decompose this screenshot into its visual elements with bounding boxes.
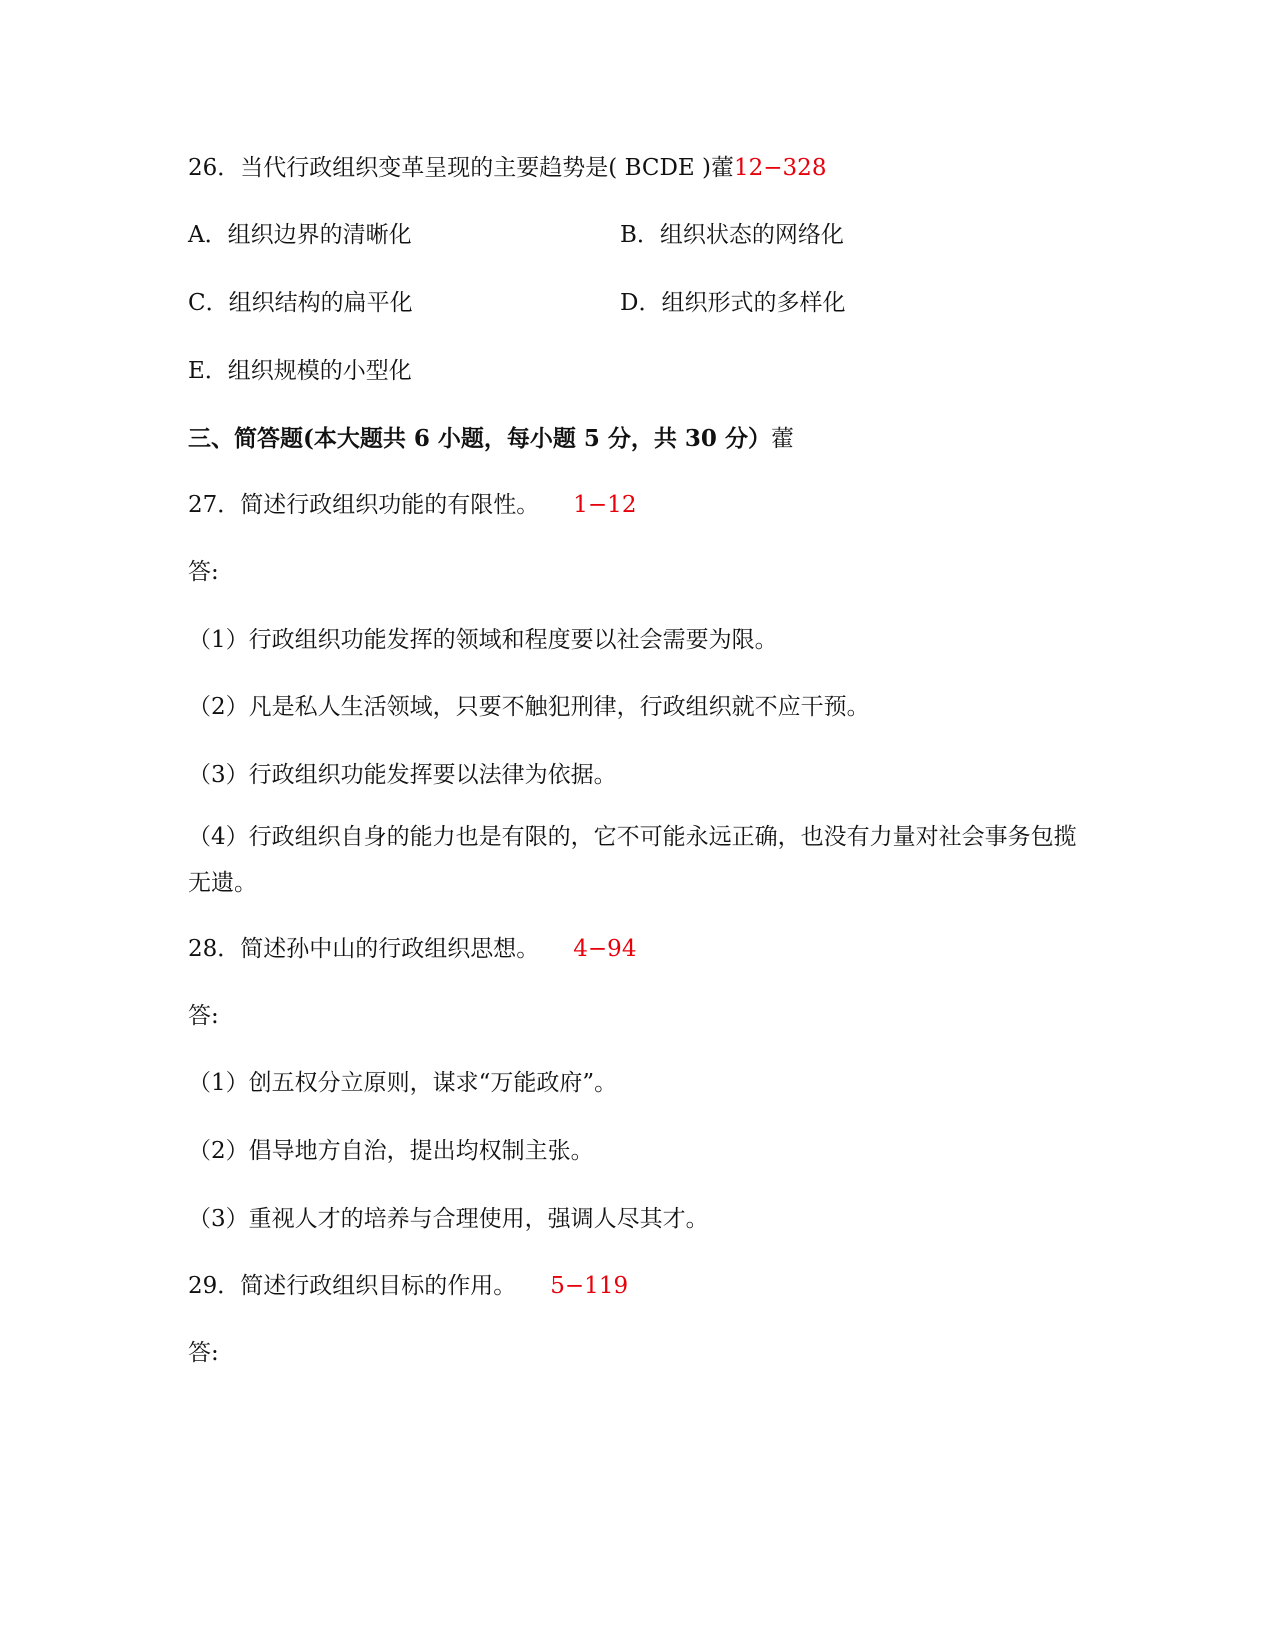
q27-answer-label: 答: (188, 559, 219, 585)
section-title: 三、简答题(本大题共 6 小题，每小题 5 分，共 30 分） (188, 425, 771, 452)
q28-point-1: （1）创五权分立原则，谋求“万能政府”。 (188, 1070, 618, 1096)
q27-point-1: （1）行政组织功能发挥的领域和程度要以社会需要为限。 (188, 627, 778, 653)
q27-ref: 1−12 (573, 492, 637, 518)
q27-text: 简述行政组织功能的有限性。 (240, 492, 540, 518)
q26-option-d: D．组织形式的多样化 (620, 290, 846, 316)
q26-stem (188, 153, 826, 183)
q29-ref: 5−119 (550, 1273, 629, 1299)
q28-point-3: （3）重视人才的培养与合理使用，强调人尽其才。 (188, 1206, 709, 1232)
q29-number: 29． (188, 1273, 241, 1299)
q29-stem (188, 1271, 628, 1301)
q26-ref: 12−328 (734, 155, 827, 181)
q27-stem (188, 490, 636, 520)
q26-mark: 藿 (711, 155, 735, 181)
q26-option-a: A．组织边界的清晰化 (188, 222, 412, 248)
q26-text: 当代行政组织变革呈现的主要趋势是 (240, 155, 609, 181)
q28-answer-label: 答: (188, 1003, 219, 1029)
q28-stem (188, 934, 636, 964)
q27-number: 27． (188, 492, 241, 518)
q26-answer: ( BCDE ) (608, 155, 712, 181)
q28-number: 28． (188, 936, 241, 962)
q27-point-2: （2）凡是私人生活领域，只要不触犯刑律，行政组织就不应干预。 (188, 694, 870, 720)
q29-answer-label: 答: (188, 1340, 219, 1366)
q28-text: 简述孙中山的行政组织思想。 (240, 936, 540, 962)
q26-option-b: B．组织状态的网络化 (620, 222, 844, 248)
q27-point-3: （3）行政组织功能发挥要以法律为依据。 (188, 762, 617, 788)
q26-number: 26． (188, 155, 241, 181)
q27-point-4: （4）行政组织自身的能力也是有限的，它不可能永远正确，也没有力量对社会事务包揽无遗。 (188, 824, 1077, 896)
q26-option-c: C．组织结构的扁平化 (188, 290, 413, 316)
q28-ref: 4−94 (573, 936, 637, 962)
q26-option-e: E．组织规模的小型化 (188, 358, 412, 384)
q29-text: 简述行政组织目标的作用。 (240, 1273, 517, 1299)
section-mark: 藿 (770, 426, 794, 452)
section-heading (188, 424, 794, 454)
q28-point-2: （2）倡导地方自治，提出均权制主张。 (188, 1138, 594, 1164)
